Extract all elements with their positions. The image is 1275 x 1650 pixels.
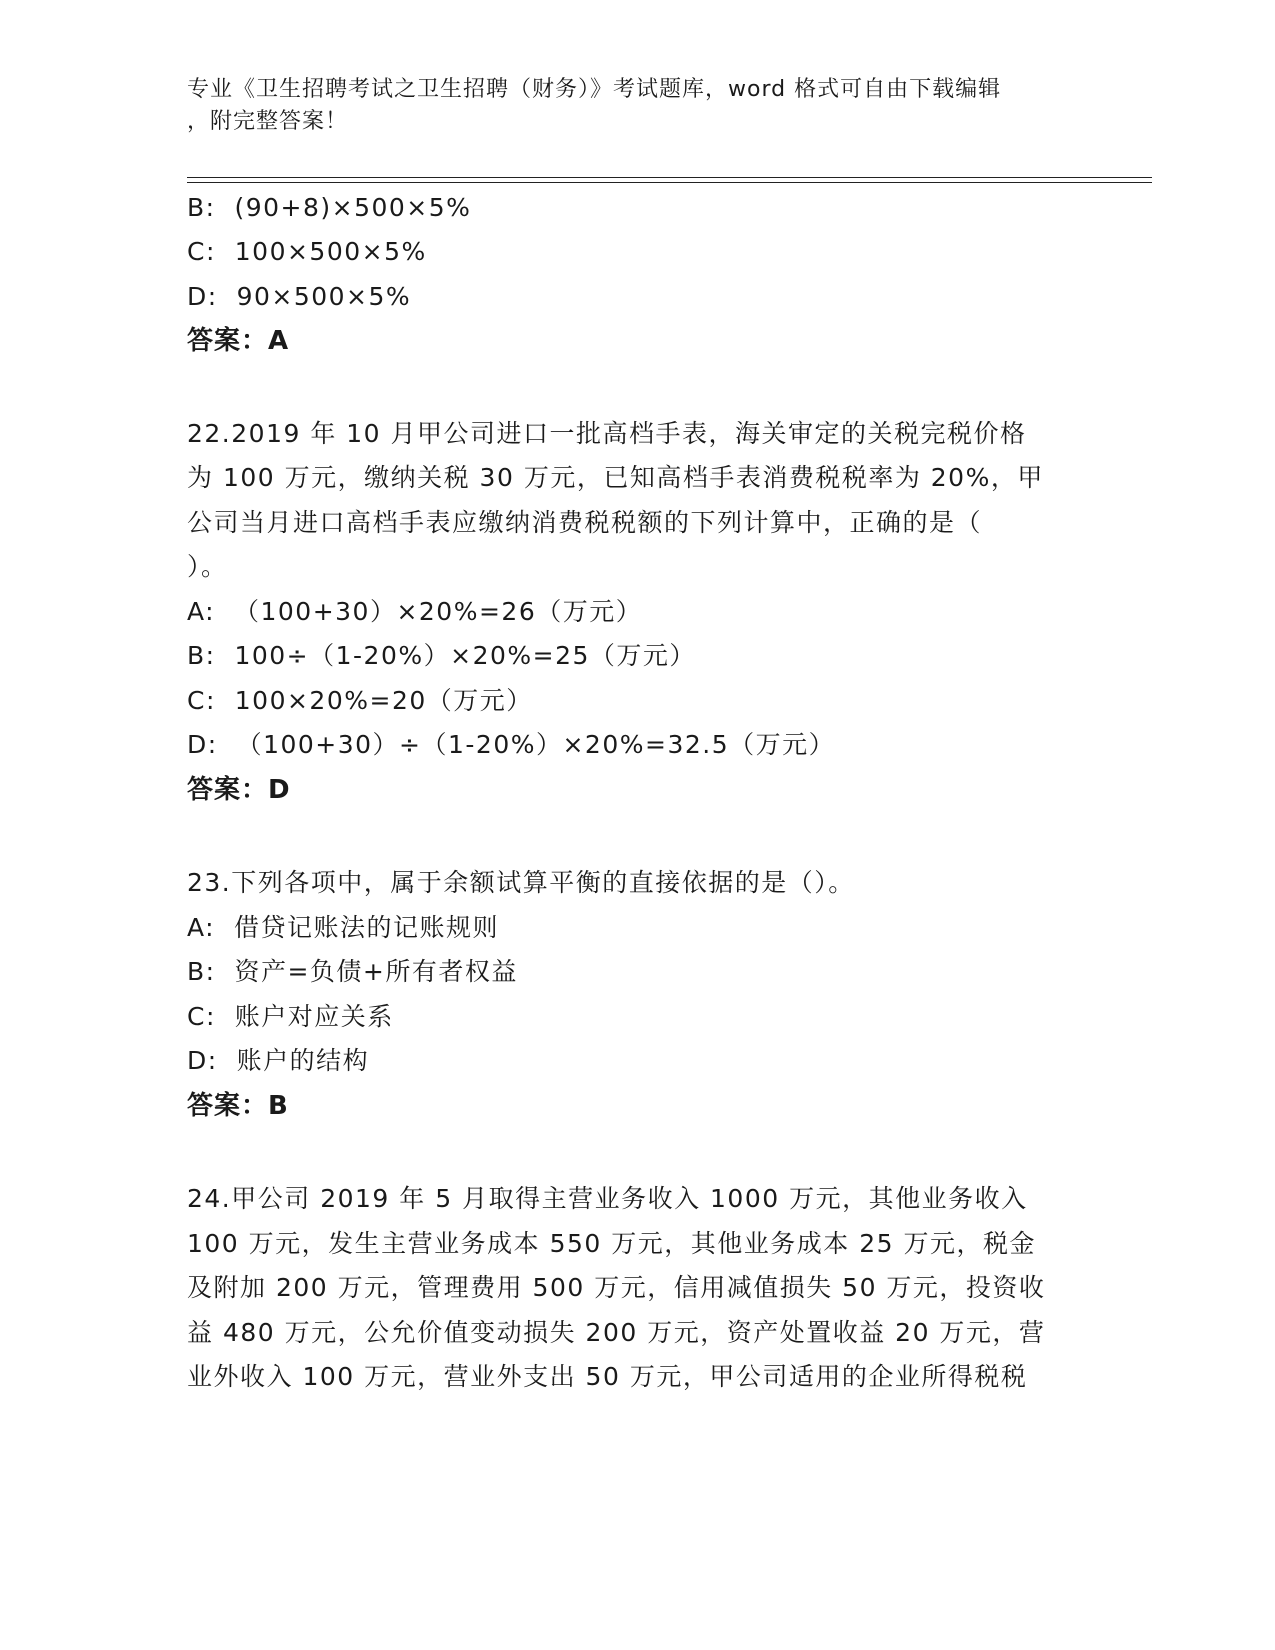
q23-option-c: C: 账户对应关系 [187, 1002, 394, 1031]
q21-answer: 答案：A [187, 326, 290, 356]
q22-answer: 答案：D [187, 775, 291, 805]
header-line-1: 专业《卫生招聘考试之卫生招聘（财务）》考试题库，word 格式可自由下载编辑 [187, 77, 1002, 102]
q24-stem-line-4: 益 480 万元，公允价值变动损失 200 万元，资产处置收益 20 万元，营 [187, 1318, 1046, 1347]
q23-stem: 23.下列各项中，属于余额试算平衡的直接依据的是（）。 [187, 868, 855, 897]
q22-stem-line-2: 为 100 万元，缴纳关税 30 万元，已知高档手表消费税税率为 20%，甲 [187, 463, 1044, 492]
q23-option-a: A: 借贷记账法的记账规则 [187, 913, 499, 942]
q22-option-b: B: 100÷（1-20%）×20%=25（万元） [187, 641, 696, 670]
q24-stem-line-5: 业外收入 100 万元，营业外支出 50 万元，甲公司适用的企业所得税税 [187, 1362, 1028, 1391]
q21-option-c: C: 100×500×5% [187, 237, 427, 266]
q22-option-a: A: （100+30）×20%=26（万元） [187, 597, 643, 626]
header-line-2: ，附完整答案！ [187, 109, 349, 134]
q23-option-d: D: 账户的结构 [187, 1046, 370, 1075]
header-divider-top [187, 177, 1152, 178]
q24-stem-line-2: 100 万元，发生主营业务成本 550 万元，其他业务成本 25 万元，税金 [187, 1229, 1036, 1258]
q22-option-c: C: 100×20%=20（万元） [187, 686, 533, 715]
document-header [187, 74, 1067, 138]
q23-option-b: B: 资产=负债+所有者权益 [187, 957, 518, 986]
q24-stem-line-1: 24.甲公司 2019 年 5 月取得主营业务收入 1000 万元，其他业务收入 [187, 1184, 1028, 1213]
q22-stem-line-4: ）。 [187, 552, 228, 581]
q21-option-d: D: 90×500×5% [187, 282, 412, 311]
header-divider-bottom [187, 182, 1152, 183]
q21-option-b: B: (90+8)×500×5% [187, 193, 472, 222]
q22-option-d: D: （100+30）÷（1-20%）×20%=32.5（万元） [187, 730, 836, 759]
q23-answer: 答案：B [187, 1091, 289, 1121]
q24-stem-line-3: 及附加 200 万元，管理费用 500 万元，信用减值损失 50 万元，投资收 [187, 1273, 1046, 1302]
q22-stem-line-1: 22.2019 年 10 月甲公司进口一批高档手表，海关审定的关税完税价格 [187, 419, 1027, 448]
q22-stem-line-3: 公司当月进口高档手表应缴纳消费税税额的下列计算中，正确的是（ [187, 508, 983, 537]
